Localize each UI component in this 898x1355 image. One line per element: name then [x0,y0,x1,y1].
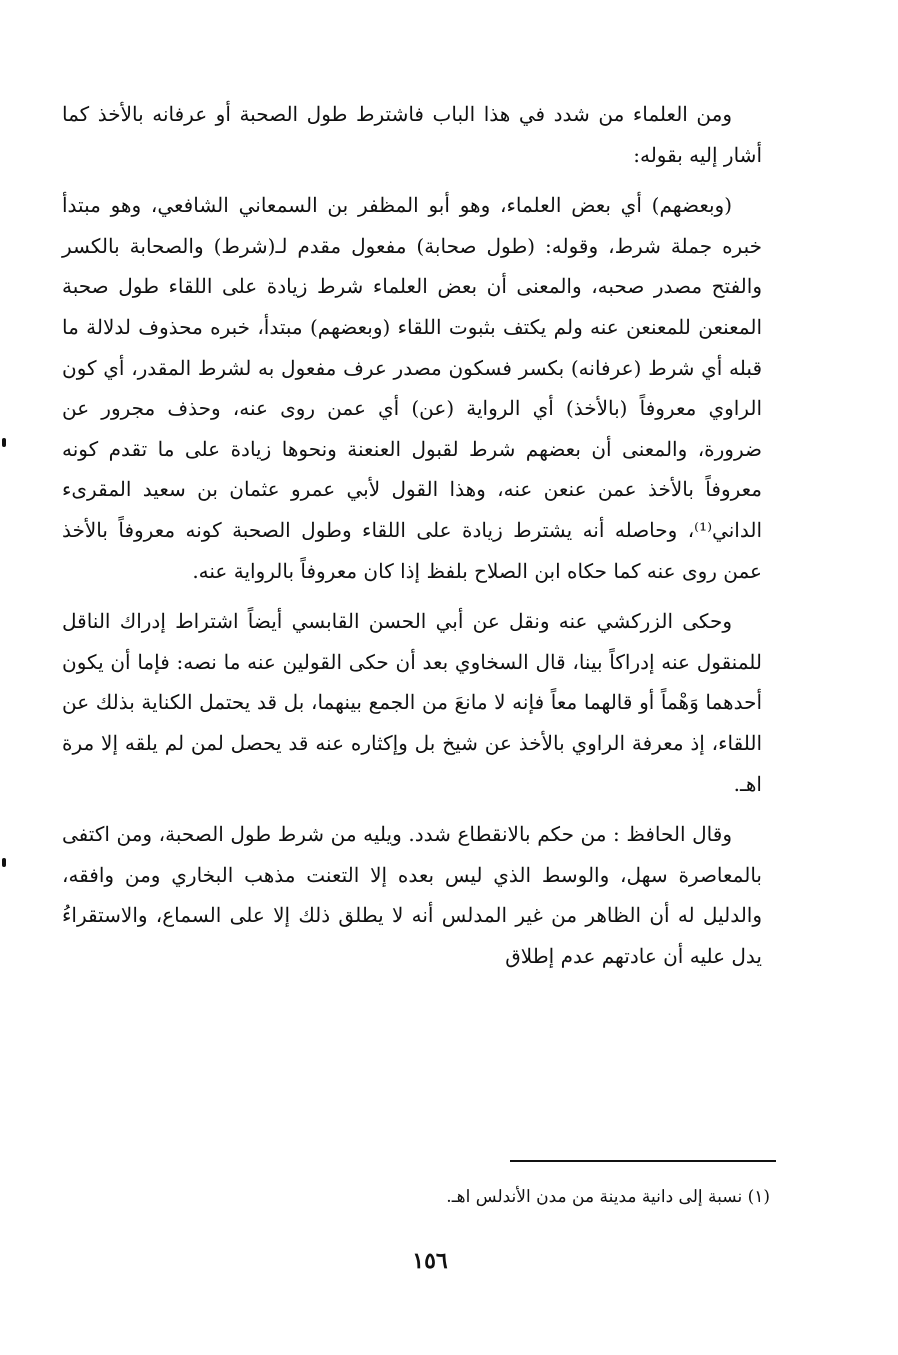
scan-mark [2,858,6,867]
paragraph-1: ومن العلماء من شدد في هذا الباب فاشترط طول الصحبة أو عرفانه بالأخذ كما أشار إليه بقوله: [62,102,762,167]
paragraph-2: (وبعضهم) أي بعض العلماء، وهو أبو المظفر بن السمعاني الشافعي، وهو مبتدأ خبره جملة شرط، وقوله: (طول صحابة) مفعول مقدم لـ(شرط) والصحابة بالكسر والفتح مصدر صحبه، والمعنى أن بعض العلماء شرط زيادة على اللقاء طول صحبة المعنعن للمعنعن عنه ولم يكتف بثبوت اللقاء (وبعضهم) مبتدأ، خبره محذوف لدلالة ما قبله أي شرط (عرفانه) بكسر فسكون مصدر عرف مفعول به لشرط المقدر، أي كون الراوي معروفاً (بالأخذ) أي الرواية (عن) أي عمن روى عنه، وحذف مجرور عن ضرورة، والمعنى أن بعضهم شرط لقبول العنعنة ونحوها زيادة على ما تقدم كونه معروفاً بالأخذ عمن عنعن عنه، وهذا القول لأبي عمرو عثمان بن سعيد المقرىء الداني⁽¹⁾، وحاصله أنه يشترط زيادة على اللقاء وطول الصحبة كونه معروفاً بالأخذ عمن روى عنه كما حكاه ابن الصلاح بلفظ إذا كان معروفاً بالرواية عنه. [62,193,762,583]
scan-mark [2,438,6,447]
main-text [62,94,762,976]
paragraph-3: وحكى الزركشي عنه ونقل عن أبي الحسن القابسي أيضاً اشتراط إدراك الناقل للمنقول عنه إدراكاً بينا، قال السخاوي بعد أن حكى القولين عنه ما نصه: فإما أن يكون أحدهما وَهْماً أو قالهما معاً فإنه لا مانعَ من الجمع بينهما، بل قد يحتمل الكناية بذلك عن اللقاء، إذ معرفة الراوي بالأخذ عن شيخ بل وإكثاره عنه قد يحصل لمن لم يلقه إلا مرة اهـ. [62,609,762,796]
paragraph-4: وقال الحافظ : من حكم بالانقطاع شدد. ويليه من شرط طول الصحبة، ومن اكتفى بالمعاصرة سهل، والوسط الذي ليس بعده إلا التعنت مذهب البخاري ومن وافقه، والدليل له أن الظاهر من غير المدلس أنه لا يطلق ذلك إلا على السماع، والاستقراءُ يدل عليه أن عادتهم عدم إطلاق [62,822,762,968]
footnote: (١) نسبة إلى دانية مدينة من مدن الأندلس اهـ. [446,1187,770,1207]
footnote-separator [510,1160,776,1162]
page-number: ١٥٦ [412,1248,448,1274]
